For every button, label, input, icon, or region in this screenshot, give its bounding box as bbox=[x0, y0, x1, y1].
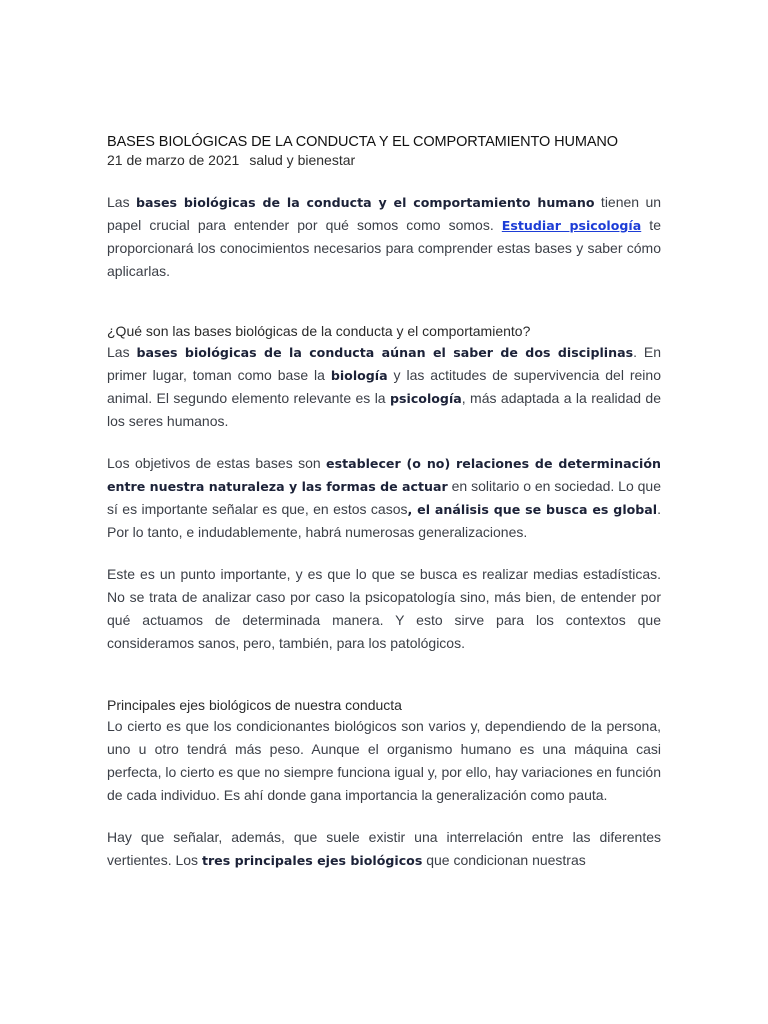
paragraph-disciplinas: Las bases biológicas de la conducta aúnan el saber de dos disciplinas. En primer lugar, toman como base la biología y las actitudes de supervivencia del reino animal. El segundo elemento relevante es la psicología, más adaptada a la realidad de los seres humanos. bbox=[107, 344, 662, 429]
intro-paragraph: Las bases biológicas de la conducta y el comportamiento humano tienen un papel crucial para entender por qué somos como somos. Estudiar psicología te proporcionará los conocimientos necesarios para comprender estas bases y saber cómo aplicarlas. bbox=[107, 194, 662, 279]
paragraph-condicionantes: Lo cierto es que los condicionantes biológicos son varios y, dependiendo de la persona, uno u otro tendrá más peso. Aunque el organismo humano es una máquina casi perfecta, lo cierto es que no siempre funciona igual y, por ello, hay variaciones en función de cada individuo. Es ahí donde gana importancia la generalización como pauta. bbox=[107, 718, 661, 803]
bold-phrase: bases biológicas de la conducta y el comportamiento humano bbox=[135, 195, 595, 210]
bold-phrase: tres principales ejes biológicos bbox=[201, 853, 423, 868]
bold-phrase: bases biológicas de la conducta aúnan el saber de dos disciplinas bbox=[136, 345, 634, 360]
bold-phrase: , el análisis que se busca es global bbox=[407, 502, 658, 517]
paragraph-objetivos: Los objetivos de estas bases son establecer (o no) relaciones de determinación entre nuestra naturaleza y las formas de actuar en solitario o en sociedad. Lo que sí es importante señalar es que, en estos casos, el análisis que se busca es global. Por lo tanto, e indudablemente, habrá numerosas generalizaciones. bbox=[107, 455, 662, 540]
document-title: BASES BIOLÓGICAS DE LA CONDUCTA Y EL COMPORTAMIENTO HUMANO bbox=[107, 134, 618, 150]
document-page bbox=[107, 133, 661, 872]
section-heading-ejes: Principales ejes biológicos de nuestra conducta bbox=[107, 697, 402, 713]
document-meta bbox=[107, 151, 661, 169]
estudiar-psicologia-link[interactable]: Estudiar psicología bbox=[501, 218, 642, 233]
section-heading-bases: ¿Qué son las bases biológicas de la conducta y el comportamiento? bbox=[107, 323, 531, 339]
paragraph-punto-importante: Este es un punto importante, y es que lo que se busca es realizar medias estadísticas. No se trata de analizar caso por caso la psicopatología sino, más bien, de entender por qué actuamos de determinada manera. Y esto sirve para los contextos que consideramos sanos, pero, también, para los patológicos. bbox=[107, 566, 661, 651]
bold-phrase: biología bbox=[330, 368, 388, 383]
paragraph-interrelacion: Hay que señalar, además, que suele existir una interrelación entre las diferentes vertientes. Los tres principales ejes biológicos que condicionan nuestras bbox=[107, 829, 661, 868]
category-label: salud y bienestar bbox=[249, 152, 356, 168]
publish-date: 21 de marzo de 2021 bbox=[107, 152, 240, 168]
bold-phrase: establecer (o no) relaciones de determinación entre nuestra naturaleza y las formas de actuar bbox=[107, 456, 661, 494]
bold-phrase: psicología bbox=[390, 391, 462, 406]
